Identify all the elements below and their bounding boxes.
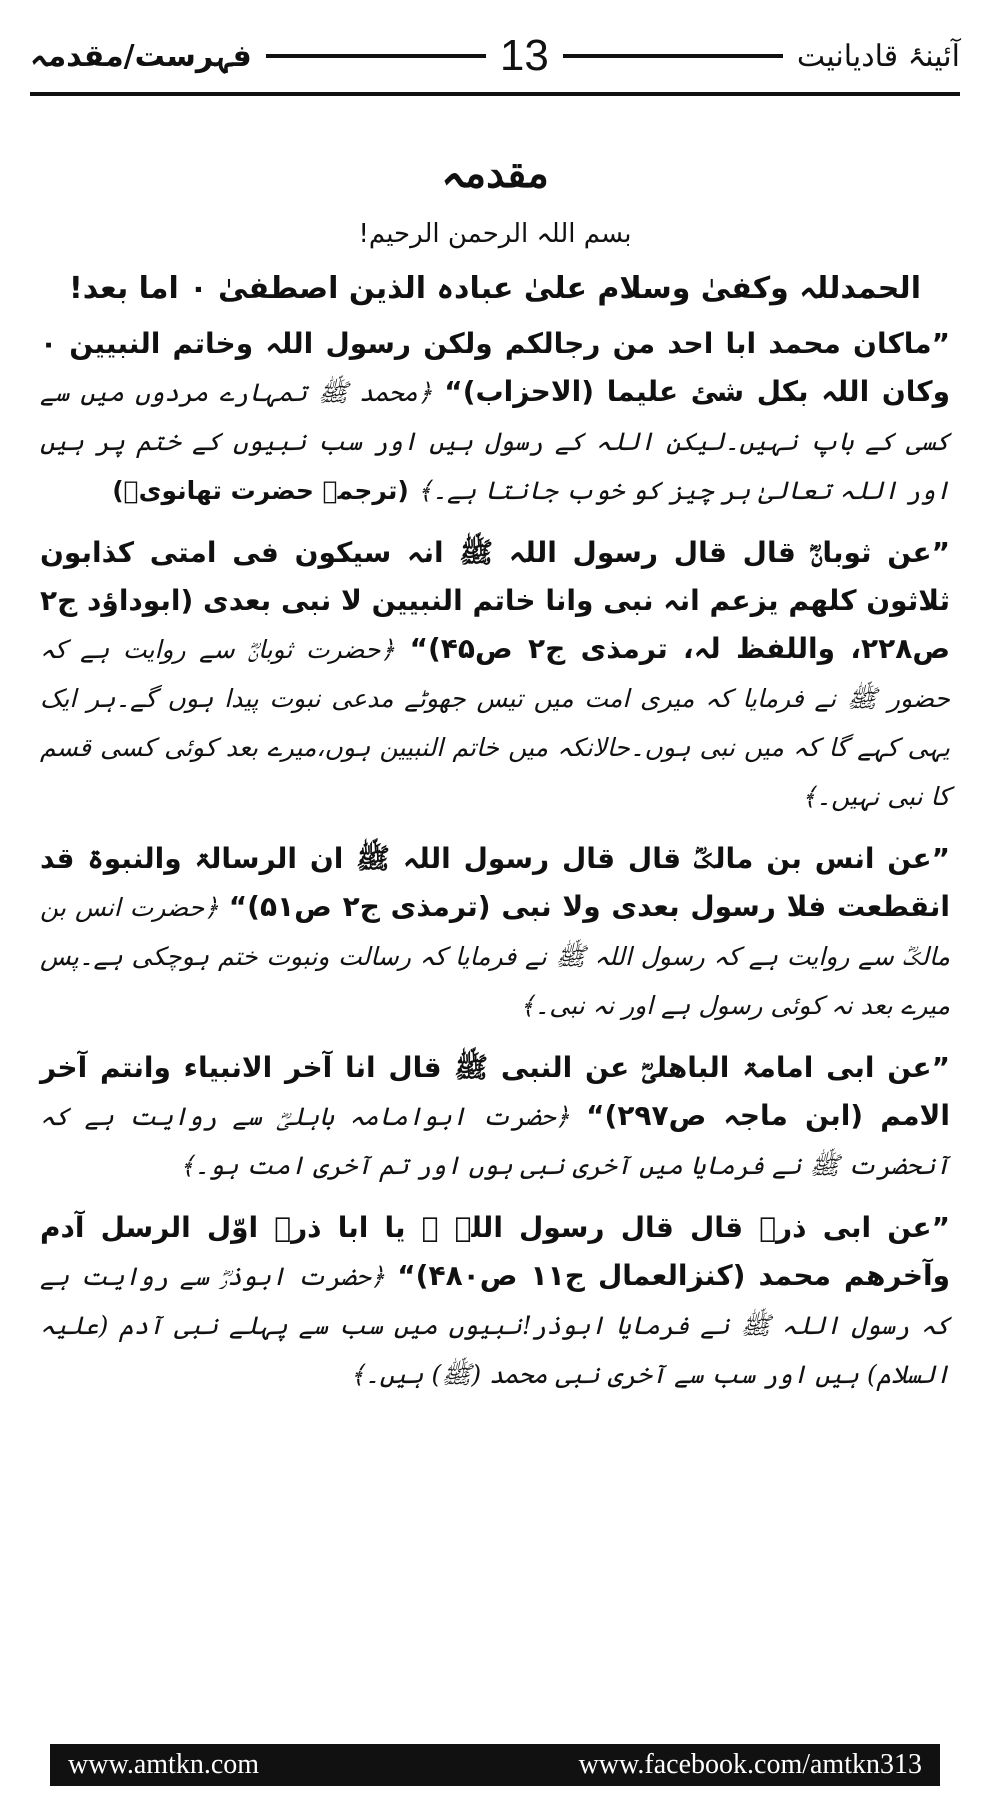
page-header	[30, 24, 960, 88]
arabic-text: ”عن ابی امامۃ الباھلیؓ عن النبی ﷺ قال انا آخر الانبیاء وانتم آخر الامم (ابن ماجہ ص۲۹۷)“	[40, 1051, 950, 1132]
facebook-link[interactable]: www.facebook.com/amtkn313	[578, 1749, 922, 1780]
page-number: 13	[499, 31, 549, 80]
hadith-block	[40, 835, 950, 1030]
urdu-translation: ﴿حضرت انس بن مالکؓ سے روایت ہے کہ رسول اللہ ﷺ نے فرمایا کہ رسالت ونبوت ختم ہوچکی ہے۔پس میرے بعد نہ کوئی رسول ہے اور نہ نبی۔﴾	[40, 893, 950, 1020]
arabic-text: ”عن ثوبانؓ قال قال رسول اللہ ﷺ انہ سیکون فی امتی کذابون ثلاثون کلھم یزعم انہ نبی وانا خاتم النبیین لا نبی بعدی (ابوداؤد ج۲ ص۲۲۸، واللفظ لہ، ترمذی ج۲ ص۴۵)“	[40, 536, 950, 665]
page-content	[40, 150, 950, 1413]
urdu-translation: ﴿محمد ﷺ تمہارے مردوں میں سے کسی کے باپ نہیں۔لیکن اللہ کے رسول ہیں اور سب نبیوں کے ختم پر ہیں اور اللہ تعالیٰ ہر چیز کو خوب جانتا ہے۔﴾	[40, 378, 950, 505]
arabic-text: ”عن انس بن مالکؓ قال قال رسول اللہ ﷺ ان الرسالۃ والنبوۃ قد انقطعت فلا رسول بعدی ولا نبی (ترمذی ج۲ ص۵۱)“	[40, 842, 951, 923]
translation-credit: (ترجمہ حضرت تھانویؒ)	[112, 476, 409, 505]
urdu-translation: ﴿حضرت ثوبانؓ سے روایت ہے کہ حضور ﷺ نے فرمایا کہ میری امت میں تیس جھوٹے مدعی نبوت پیدا ہوں گے۔ہر ایک یہی کہے گا کہ میں نبی ہوں۔حالانکہ میں خاتم النبیین ہوں،میرے بعد کوئی کسی قسم کا نبی نہیں۔﴾	[40, 635, 950, 811]
book-title: آئینۂ قادیانیت	[796, 38, 960, 74]
urdu-translation: ﴿حضرت ابوذرؓ سے روایت ہے کہ رسول اللہ ﷺ نے فرمایا ابوذر!نبیوں میں سب سے پہلے نبی آدم (علیہ السلام) ہیں اور سب سے آخری نبی محمد (ﷺ) ہیں۔﴾	[40, 1262, 950, 1389]
bismillah-line: بسم اللہ الرحمن الرحیم!	[358, 219, 632, 249]
hadith-block	[40, 1204, 950, 1399]
page-title: مقدمہ	[441, 150, 549, 197]
arabic-text: ”عن ابی ذرؓ قال قال رسول اللہ ﷺ یا ابا ذرؓ اوّل الرسل آدم وآخرھم محمد (کنزالعمال ج۱۱ ص۴۸۰)“	[40, 1211, 951, 1292]
hamd-line: الحمدللہ وکفیٰ وسلام علیٰ عبادہ الذین اصطفیٰ ۰ اما بعد!	[69, 271, 921, 306]
page-footer	[50, 1744, 940, 1786]
quran-verse-block	[40, 320, 950, 515]
header-rule-right	[563, 54, 783, 58]
hadith-block	[40, 1044, 950, 1190]
header-divider	[30, 92, 960, 96]
website-link[interactable]: www.amtkn.com	[68, 1749, 260, 1780]
header-rule-left	[266, 54, 486, 58]
arabic-text: ”ماکان محمد ابا احد من رجالکم ولکن رسول اللہ وخاتم النبیین ۰ وکان اللہ بکل شئ علیما (الاحزاب)“	[40, 327, 950, 408]
section-title: فہرست/مقدمہ	[30, 38, 252, 74]
urdu-translation: ﴿حضرت ابوامامہ باہلیؓ سے روایت ہے کہ آنحضرت ﷺ نے فرمایا میں آخری نبی ہوں اور تم آخری امت ہو۔﴾	[40, 1102, 950, 1180]
hadith-block	[40, 529, 950, 821]
